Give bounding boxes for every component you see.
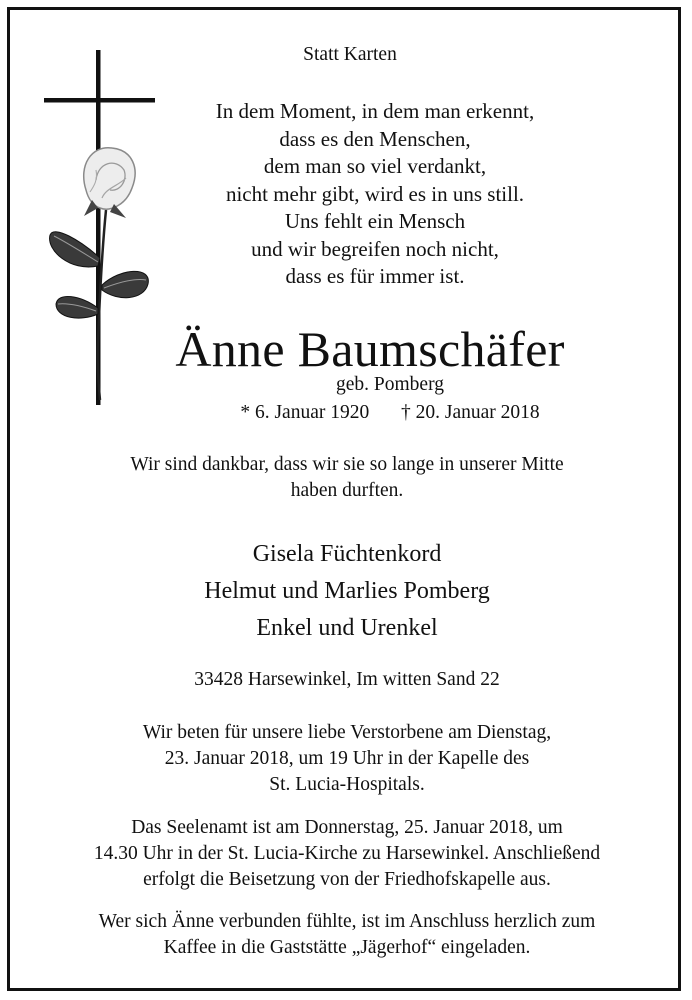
mourner: Enkel und Urenkel [256, 615, 438, 641]
requiem-line: 14.30 Uhr in der St. Lucia-Kirche zu Harsewinkel. Anschließend [93, 843, 601, 864]
statt-karten-label: Statt Karten [303, 44, 397, 65]
poem-line: dass es den Menschen, [279, 126, 471, 151]
mourner: Gisela Füchtenkord [252, 541, 442, 567]
birth-date: * 6. Januar 1920 [240, 402, 370, 423]
gratitude-line: haben durften. [290, 480, 404, 501]
invitation-line: Kaffee in die Gaststätte „Jägerhof“ eingeladen. [163, 937, 531, 958]
prayer-line: Wir beten für unsere liebe Verstorbene am Dienstag, [142, 722, 552, 743]
poem-line: dass es für immer ist. [285, 264, 465, 288]
birth-name: geb. Pomberg [336, 374, 444, 395]
prayer-line: 23. Januar 2018, um 19 Uhr in der Kapelle des [164, 748, 530, 769]
deceased-name: Änne Baumschäfer [175, 321, 565, 377]
prayer-line: St. Lucia-Hospitals. [269, 774, 425, 795]
life-dates [190, 402, 590, 424]
cross-icon [44, 50, 155, 405]
invitation-line: Wer sich Änne verbunden fühlte, ist im Anschluss herzlich zum [98, 911, 596, 932]
mourner: Helmut und Marlies Pomberg [204, 578, 490, 604]
poem-line: In dem Moment, in dem man erkennt, [215, 99, 535, 123]
poem-line: nicht mehr gibt, wird es in uns still. [225, 181, 525, 206]
poem-line: Uns fehlt ein Mensch [284, 209, 466, 233]
death-date: † 20. Januar 2018 [401, 402, 540, 423]
poem [200, 98, 550, 291]
address: 33428 Harsewinkel, Im witten Sand 22 [194, 669, 500, 690]
gratitude-line: Wir sind dankbar, dass wir sie so lange in unserer Mitte [130, 454, 564, 475]
poem-line: dem man so viel verdankt, [263, 154, 487, 178]
requiem-line: erfolgt die Beisetzung von der Friedhofskapelle aus. [143, 869, 551, 890]
requiem-line: Das Seelenamt ist am Donnerstag, 25. Januar 2018, um [131, 817, 563, 838]
obituary-notice [7, 7, 681, 991]
poem-line: und wir begreifen noch nicht, [251, 236, 499, 261]
